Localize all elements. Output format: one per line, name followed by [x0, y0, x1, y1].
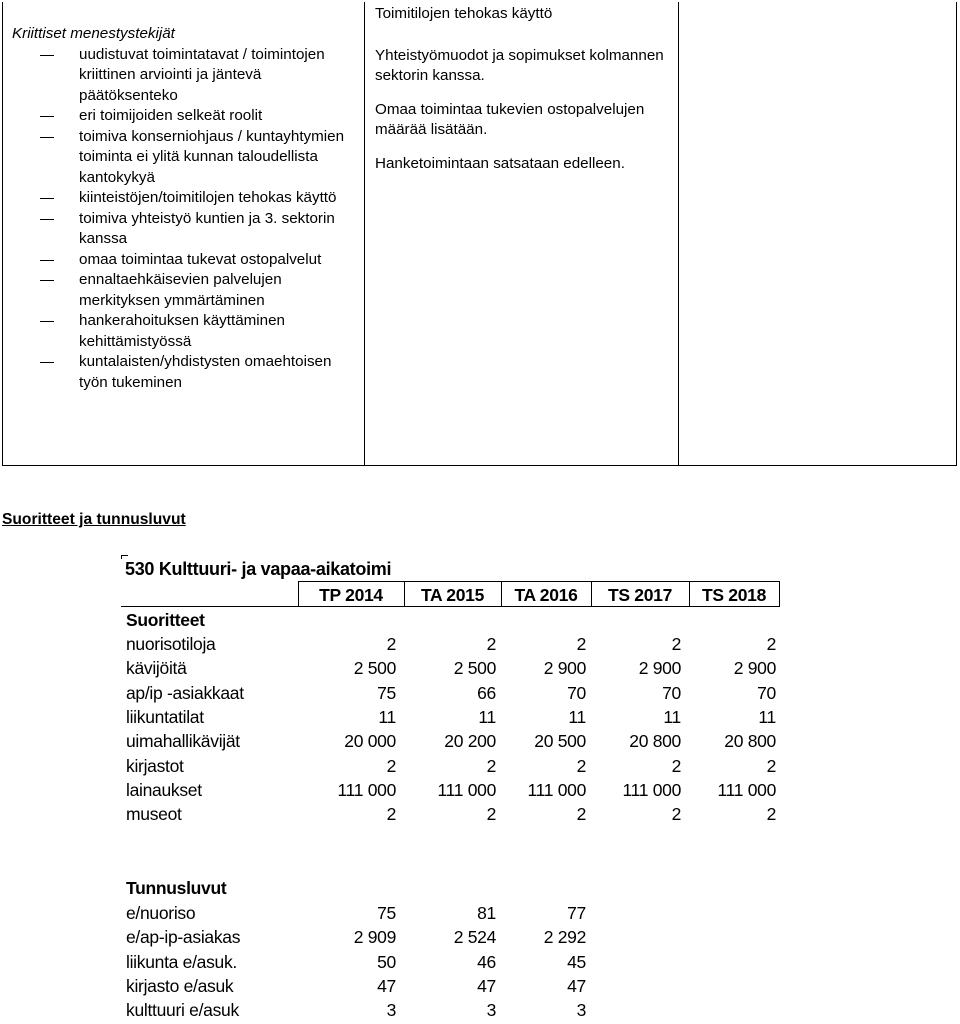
- row-label: uimahallikävijät: [126, 731, 240, 752]
- measures-cell: [375, 4, 675, 187]
- column-header: TA 2015: [420, 585, 485, 605]
- success-factors-list: [12, 45, 357, 394]
- dash-bullet: [40, 55, 54, 56]
- row-value: 20 000: [344, 731, 396, 752]
- section-heading: Suoritteet ja tunnusluvut: [2, 511, 186, 528]
- table-rule: [298, 581, 780, 582]
- row-value: 81: [477, 903, 496, 923]
- row-value: 2 292: [543, 927, 586, 948]
- column-header: TS 2018: [701, 585, 767, 605]
- dash-bullet: [40, 198, 54, 199]
- row-value: 111 000: [622, 779, 681, 800]
- row-label: kävijöitä: [126, 658, 187, 679]
- measure-paragraph: Hanketoimintaan satsataan edelleen.: [375, 154, 625, 172]
- row-value: 2: [576, 804, 586, 825]
- table-rule: [779, 581, 780, 606]
- row-value: 77: [567, 903, 586, 923]
- row-value: 20 500: [534, 731, 586, 752]
- success-factors-heading: Kriittiset menestystekijät: [12, 25, 175, 42]
- row-value: 50: [377, 951, 396, 972]
- dash-bullet: [40, 280, 54, 281]
- row-value: 75: [377, 903, 396, 923]
- dash-bullet: [40, 321, 54, 322]
- table-row: [121, 927, 781, 951]
- column-header: TA 2016: [514, 585, 578, 605]
- row-value: 3: [576, 1000, 586, 1021]
- table-row: [121, 952, 781, 976]
- dash-bullet: [40, 137, 54, 138]
- measures-title: Toimitilojen tehokas käyttö: [375, 5, 553, 22]
- table-row: [121, 903, 781, 927]
- success-factor-text: toimiva yhteistyö kuntien ja 3. sektorin kanssa: [79, 209, 335, 247]
- success-factor-text: eri toimijoiden selkeät roolit: [79, 107, 263, 124]
- column-header: TS 2017: [607, 585, 673, 605]
- row-label: liikunta e/asuk.: [126, 951, 237, 972]
- row-value: 3: [486, 1000, 496, 1021]
- measure-paragraph: Yhteistyömuodot ja sopimukset kolmannen sektorin kanssa.: [375, 46, 664, 84]
- row-value: 47: [377, 975, 396, 996]
- row-value: 47: [567, 975, 586, 996]
- row-value: 2: [576, 755, 586, 776]
- row-value: 75: [377, 682, 396, 703]
- row-value: 2: [386, 634, 396, 654]
- row-value: 2: [671, 634, 681, 654]
- row-value: 70: [567, 682, 586, 703]
- row-value: 2: [486, 634, 496, 654]
- row-value: 11: [478, 706, 496, 727]
- row-label: e/nuoriso: [126, 903, 196, 923]
- table-row: [121, 780, 781, 804]
- measure-paragraph: Omaa toimintaa tukevien ostopalvelujen määrää lisätään.: [375, 100, 645, 138]
- row-value: 11: [568, 706, 586, 727]
- success-factor-text: kiinteistöjen/toimitilojen tehokas käyttö: [79, 189, 337, 206]
- row-value: 11: [758, 706, 776, 727]
- row-value: 45: [567, 951, 586, 972]
- row-value: 2: [386, 804, 396, 825]
- success-factor-item: [12, 127, 357, 189]
- row-value: 20 800: [629, 731, 681, 752]
- column-divider: [364, 2, 365, 465]
- suoritteet-label: Suoritteet: [126, 610, 205, 630]
- success-factor-text: ennaltaehkäisevien palvelujen merkityksen ymmärtäminen: [79, 271, 282, 309]
- row-label: museot: [126, 804, 182, 825]
- row-value: 111 000: [437, 779, 496, 800]
- column-divider: [678, 2, 679, 465]
- success-factor-text: uudistuvat toimintatavat / toimintojen kriittinen arviointi ja jäntevä päätöksenteko: [79, 45, 325, 104]
- success-factor-item: [12, 45, 357, 107]
- table-rule: [121, 606, 780, 607]
- row-value: 2: [766, 634, 776, 654]
- critical-success-factors-table: [2, 2, 957, 466]
- row-value: 111 000: [337, 779, 396, 800]
- table-row: [121, 658, 781, 682]
- row-label: kirjastot: [126, 755, 184, 776]
- row-value: 70: [757, 682, 776, 703]
- row-value: 2 900: [638, 658, 681, 679]
- row-label: lainaukset: [126, 779, 202, 800]
- table-row: [121, 976, 781, 1000]
- row-value: 2 500: [453, 658, 496, 679]
- row-value: 2 900: [543, 658, 586, 679]
- row-value: 111 000: [527, 779, 586, 800]
- success-factor-item: [12, 270, 357, 311]
- statistics-table: [121, 555, 781, 1024]
- row-value: 66: [477, 682, 496, 703]
- dash-bullet: [40, 260, 54, 261]
- row-label: liikuntatilat: [126, 706, 204, 727]
- column-header: TP 2014: [319, 585, 383, 605]
- stats-table-title: 530 Kulttuuri- ja vapaa-aikatoimi: [125, 559, 392, 579]
- row-value: 20 200: [444, 731, 496, 752]
- row-value: 46: [477, 951, 496, 972]
- success-factor-text: kuntalaisten/yhdistysten omaehtoisen työn tukeminen: [79, 353, 332, 391]
- row-value: 2: [671, 804, 681, 825]
- success-factor-item: [12, 250, 357, 271]
- row-value: 3: [386, 1000, 396, 1021]
- tunnusluvut-label: Tunnusluvut: [126, 878, 227, 898]
- row-value: 2: [766, 804, 776, 825]
- row-value: 20 800: [724, 731, 776, 752]
- row-value: 2: [386, 755, 396, 776]
- row-value: 2 524: [453, 927, 496, 948]
- success-factor-item: [12, 352, 357, 393]
- success-factor-item: [12, 311, 357, 352]
- row-value: 2 909: [353, 927, 396, 948]
- dash-bullet: [40, 116, 54, 117]
- table-row: [121, 804, 781, 828]
- row-label: kirjasto e/asuk: [126, 975, 234, 996]
- table-row: [121, 634, 781, 658]
- row-value: 2: [576, 634, 586, 654]
- row-value: 2: [486, 755, 496, 776]
- success-factor-item: [12, 209, 357, 250]
- table-row: [121, 756, 781, 780]
- success-factor-text: omaa toimintaa tukevat ostopalvelut: [79, 250, 322, 268]
- row-value: 111 000: [717, 779, 776, 800]
- row-value: 2 500: [353, 658, 396, 679]
- row-label: ap/ip -asiakkaat: [126, 682, 244, 703]
- success-factor-text: hankerahoituksen käyttäminen kehittämistyössä: [79, 312, 286, 350]
- table-row: [121, 1000, 781, 1024]
- success-factors-cell: [12, 24, 357, 393]
- row-value: 70: [662, 682, 681, 703]
- dash-bullet: [40, 362, 54, 363]
- success-factor-text: toimiva konserniohjaus / kuntayhtymien toiminta ei ylitä kunnan taloudellista kantokykyä: [79, 127, 345, 186]
- table-row: [121, 707, 781, 731]
- row-label: e/ap-ip-asiakas: [126, 927, 241, 948]
- table-row: [121, 731, 781, 755]
- row-value: 11: [378, 706, 396, 727]
- row-value: 2: [486, 804, 496, 825]
- row-label: nuorisotiloja: [126, 634, 216, 654]
- row-label: kulttuuri e/asuk: [126, 1000, 239, 1021]
- row-value: 47: [477, 975, 496, 996]
- table-row: [121, 683, 781, 707]
- row-value: 11: [663, 706, 681, 727]
- row-value: 2: [766, 755, 776, 776]
- success-factor-item: [12, 188, 357, 209]
- row-value: 2 900: [733, 658, 776, 679]
- success-factor-item: [12, 106, 357, 127]
- dash-bullet: [40, 219, 54, 220]
- row-value: 2: [671, 755, 681, 776]
